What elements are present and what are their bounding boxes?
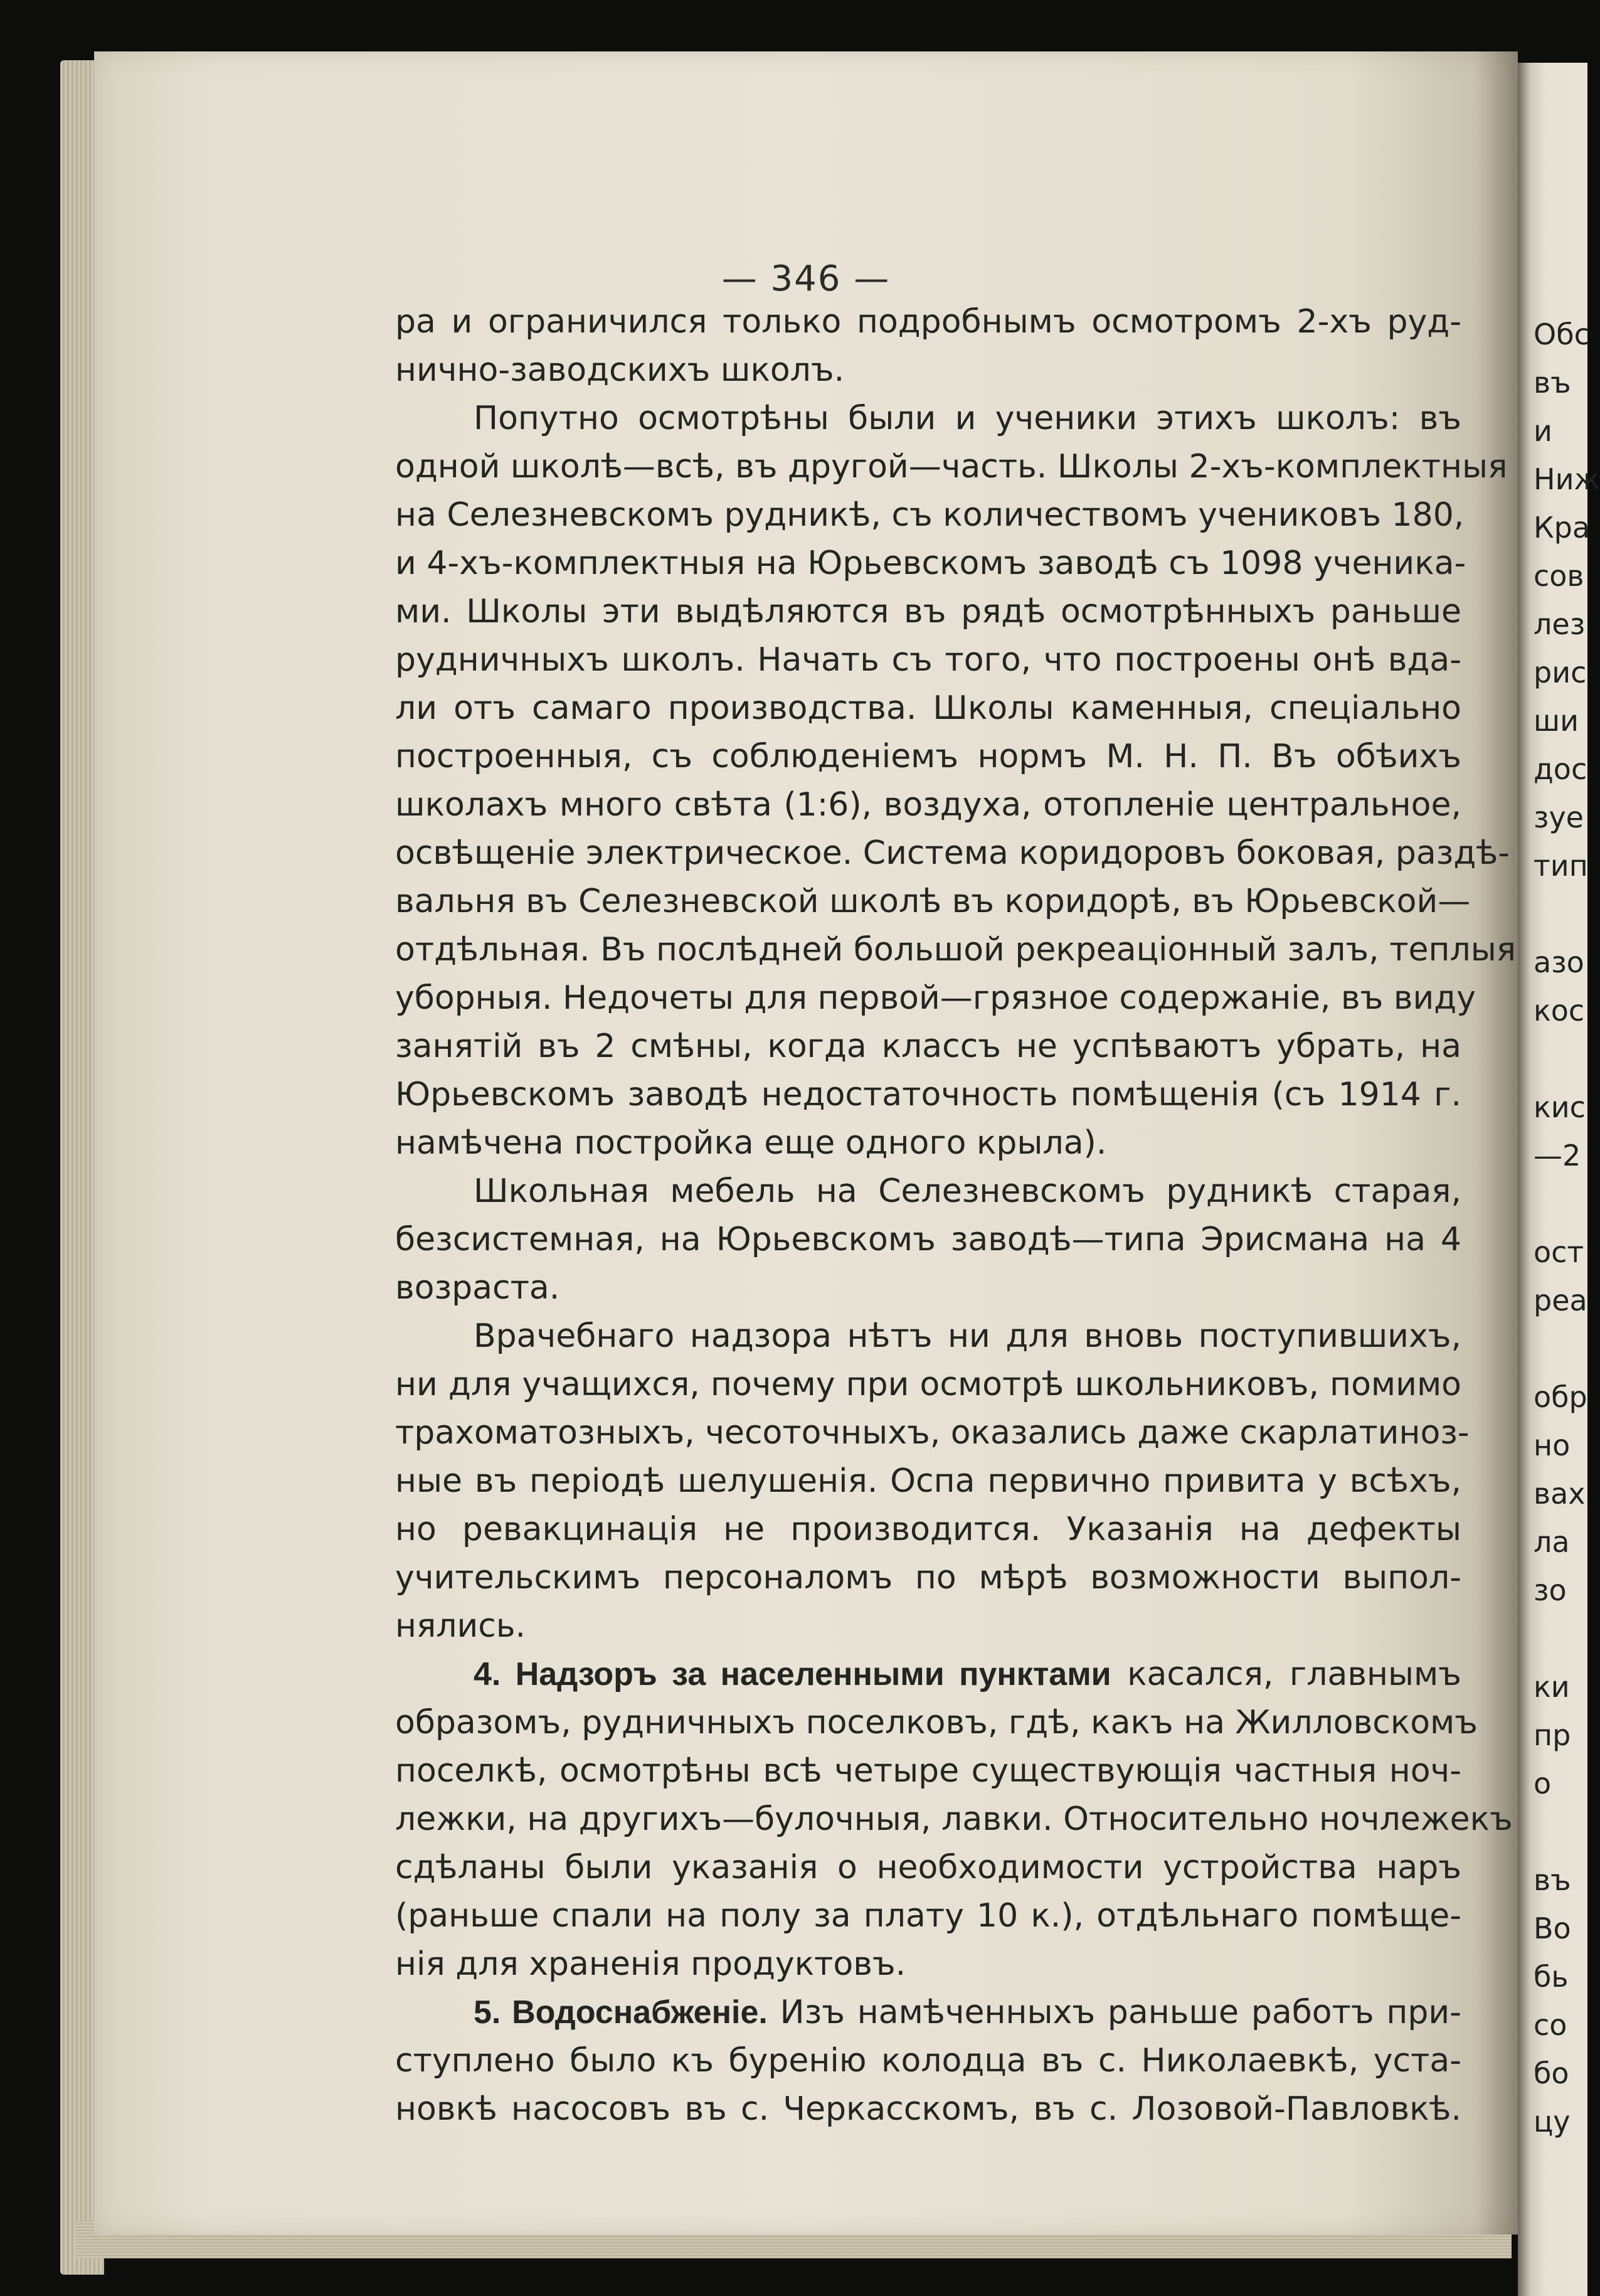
next-page-fragment: реа xyxy=(1534,1284,1587,1317)
text-line xyxy=(395,733,1461,781)
text-line-content: ступлено было къ буренію колодца въ с. Николаевкѣ, уста- xyxy=(395,2042,1461,2080)
text-line-content: рудничныхъ школъ. Начать съ того, что построены онѣ вда- xyxy=(395,641,1461,679)
text-line-content: поселкѣ, осмотрѣны всѣ четыре существующія частныя ноч- xyxy=(395,1752,1461,1790)
text-line xyxy=(395,1216,1461,1264)
text-line-content: отдѣльная. Въ послѣдней большой рекреаціонный залъ, теплыя xyxy=(395,931,1517,969)
text-line-content: вальня въ Селезневской школѣ въ коридорѣ, въ Юрьевской— xyxy=(395,883,1471,920)
text-line-content: Школьная мебель на Селезневскомъ рудникѣ старая, xyxy=(474,1172,1461,1210)
next-page-fragment: бь xyxy=(1534,1960,1569,1994)
text-line xyxy=(395,491,1465,539)
next-page-fragment: и xyxy=(1534,414,1552,448)
text-line xyxy=(395,1795,1513,1844)
next-page-fragment: о xyxy=(1534,1767,1552,1800)
text-line-content: нично-заводскихъ школъ. xyxy=(395,351,845,389)
next-page-fragment: лез xyxy=(1534,607,1586,641)
text-line xyxy=(395,588,1461,636)
text-line xyxy=(395,1650,1461,1699)
text-line xyxy=(395,684,1461,733)
text-line xyxy=(395,298,1461,346)
next-page-fragment xyxy=(1534,890,1590,938)
next-page-fragment: въ xyxy=(1534,1863,1571,1897)
text-line-content: безсистемная, на Юрьевскомъ заводѣ—типа Эрисмана на 4 xyxy=(395,1221,1461,1258)
next-page-fragment: Во xyxy=(1534,1911,1571,1945)
text-line-content: ми. Школы эти выдѣляются въ рядѣ осмотрѣнныхъ раньше xyxy=(395,593,1461,630)
text-line-content: уборныя. Недочеты для первой—грязное содержаніе, въ виду xyxy=(395,979,1476,1017)
next-page-fragment: тип xyxy=(1534,849,1588,883)
text-line xyxy=(395,346,1461,395)
text-line-content: но ревакцинація не производится. Указанія на дефекты xyxy=(395,1511,1461,1548)
next-page-fragment: ки xyxy=(1534,1670,1570,1704)
next-page-fragment: вах xyxy=(1534,1477,1586,1511)
text-line-content: одной школѣ—всѣ, въ другой—часть. Школы 2-хъ-комплектныя xyxy=(395,448,1508,486)
text-line-content: трахоматозныхъ, чесоточныхъ, оказались даже скарлатиноз- xyxy=(395,1414,1470,1452)
text-line xyxy=(395,1409,1470,1457)
next-page-fragment: зо xyxy=(1534,1573,1567,1607)
text-line xyxy=(395,1361,1461,1409)
text-line-content: Юрьевскомъ заводѣ недостаточность помѣщенія (съ 1914 г. xyxy=(395,1076,1461,1113)
text-line xyxy=(395,1312,1461,1361)
next-page-fragment: цу xyxy=(1534,2105,1571,2139)
text-line xyxy=(395,926,1517,974)
next-page-fragment: пр xyxy=(1534,1718,1571,1752)
next-page-fragment: въ xyxy=(1534,366,1571,400)
text-line xyxy=(395,1699,1478,1747)
text-line xyxy=(395,1989,1461,2037)
text-line xyxy=(395,1940,1461,1989)
text-line xyxy=(395,1071,1461,1119)
text-line-content: ра и ограничился только подробнымъ осмотромъ 2-хъ руд- xyxy=(395,303,1461,341)
text-line xyxy=(395,974,1476,1023)
text-line xyxy=(395,829,1510,878)
text-line xyxy=(395,2085,1461,2134)
text-line xyxy=(395,781,1461,829)
text-line-content: нялись. xyxy=(395,1607,526,1645)
text-line xyxy=(395,1892,1461,1940)
next-page-fragment: Обс xyxy=(1534,317,1590,351)
section-heading: 5. Водоснабженіе. xyxy=(474,1994,768,2031)
next-page-fragment: рис xyxy=(1534,656,1587,689)
text-line-content: возраста. xyxy=(395,1269,560,1307)
next-page-fragment: кис xyxy=(1534,1090,1586,1124)
next-page-fragment: зуе xyxy=(1534,800,1584,834)
text-line-content: новкѣ насосовъ въ с. Черкасскомъ, въ с. Лозовой-Павловкѣ. xyxy=(395,2090,1461,2128)
next-page-fragment: ши xyxy=(1534,704,1579,738)
next-page-fragment: ост xyxy=(1534,1235,1584,1269)
text-line xyxy=(395,1506,1461,1554)
next-page-fragment xyxy=(1534,1325,1590,1373)
text-line xyxy=(395,1023,1461,1071)
text-line xyxy=(395,1167,1461,1216)
next-page-fragment: обр xyxy=(1534,1380,1587,1414)
text-line-content: занятій въ 2 смѣны, когда классъ не успѣваютъ убрать, на xyxy=(395,1028,1461,1065)
text-line xyxy=(395,636,1461,684)
text-line-content: Изъ намѣченныхъ раньше работъ при- xyxy=(767,1994,1461,2031)
text-line-content: ные въ періодѣ шелушенія. Оспа первично привита у всѣхъ, xyxy=(395,1462,1461,1500)
text-line xyxy=(395,1747,1461,1795)
section-heading: 4. Надзоръ за населенными пунктами xyxy=(474,1656,1111,1693)
text-line-content: построенныя, съ соблюденіемъ нормъ М. Н. П. Въ обѣихъ xyxy=(395,738,1461,775)
text-line-content: освѣщеніе электрическое. Система коридоровъ боковая, раздѣ- xyxy=(395,834,1510,872)
text-line-content: на Селезневскомъ рудникѣ, съ количествомъ учениковъ 180, xyxy=(395,496,1465,534)
next-page-fragment: азо xyxy=(1534,945,1584,979)
body-text xyxy=(395,298,1517,2134)
text-line-content: Врачебнаго надзора нѣтъ ни для вновь поступившихъ, xyxy=(474,1317,1461,1355)
text-line-content: (раньше спали на полу за плату 10 к.), отдѣльнаго помѣще- xyxy=(395,1897,1461,1935)
text-line xyxy=(395,443,1508,491)
text-line xyxy=(395,878,1471,926)
next-page-fragment xyxy=(1534,1035,1590,1083)
next-page-fragment xyxy=(1534,1808,1590,1856)
text-line-content: намѣчена постройка еще одного крыла). xyxy=(395,1124,1107,1162)
text-line xyxy=(395,1264,1461,1312)
next-page-fragment: сов xyxy=(1534,559,1584,593)
text-line-content: школахъ много свѣта (1:6), воздуха, отопленіе центральное, xyxy=(395,786,1461,824)
text-line-content: Попутно осмотрѣны были и ученики этихъ школъ: въ xyxy=(474,400,1461,437)
next-page-fragment xyxy=(1534,1180,1590,1228)
next-page-fragment: кос xyxy=(1534,994,1585,1028)
text-line xyxy=(395,1119,1461,1167)
next-page-fragment: Кра xyxy=(1534,511,1591,545)
text-line-content: и 4-хъ-комплектныя на Юрьевскомъ заводѣ съ 1098 ученика- xyxy=(395,545,1466,582)
next-page-fragment: ла xyxy=(1534,1525,1570,1559)
text-line-content: учительскимъ персоналомъ по мѣрѣ возможности выпол- xyxy=(395,1559,1461,1597)
next-page-fragment: дос xyxy=(1534,752,1587,786)
text-line-content: образомъ, рудничныхъ поселковъ, гдѣ, какъ на Жилловскомъ xyxy=(395,1704,1478,1741)
next-page-fragment: со xyxy=(1534,2008,1567,2042)
next-page-fragment: Ниж xyxy=(1534,462,1600,496)
text-line-content: ни для учащихся, почему при осмотрѣ школьниковъ, помимо xyxy=(395,1366,1461,1403)
text-line-content: лежки, на другихъ—булочныя, лавки. Относительно ночлежекъ xyxy=(395,1800,1513,1838)
text-line-content: ли отъ самаго производства. Школы каменныя, спеціально xyxy=(395,689,1461,727)
text-line-content: сдѣланы были указанія о необходимости устройства наръ xyxy=(395,1849,1461,1886)
text-line xyxy=(395,395,1461,443)
next-page-fragment: но xyxy=(1534,1428,1571,1462)
text-line-content: касался, главнымъ xyxy=(1111,1656,1461,1693)
next-page-fragment xyxy=(1534,1615,1590,1663)
text-line xyxy=(395,539,1466,588)
next-page-fragment: бо xyxy=(1534,2056,1569,2090)
text-line xyxy=(395,1844,1461,1892)
next-page-fragment: —2 xyxy=(1534,1139,1581,1172)
text-line xyxy=(395,1602,1461,1650)
next-page-text-fragments xyxy=(1534,311,1600,2146)
page-number: — 346 — xyxy=(721,258,891,299)
text-line xyxy=(395,2037,1461,2085)
text-line xyxy=(395,1457,1461,1506)
text-line xyxy=(395,1554,1461,1602)
text-line-content: нія для храненія продуктовъ. xyxy=(395,1945,906,1983)
